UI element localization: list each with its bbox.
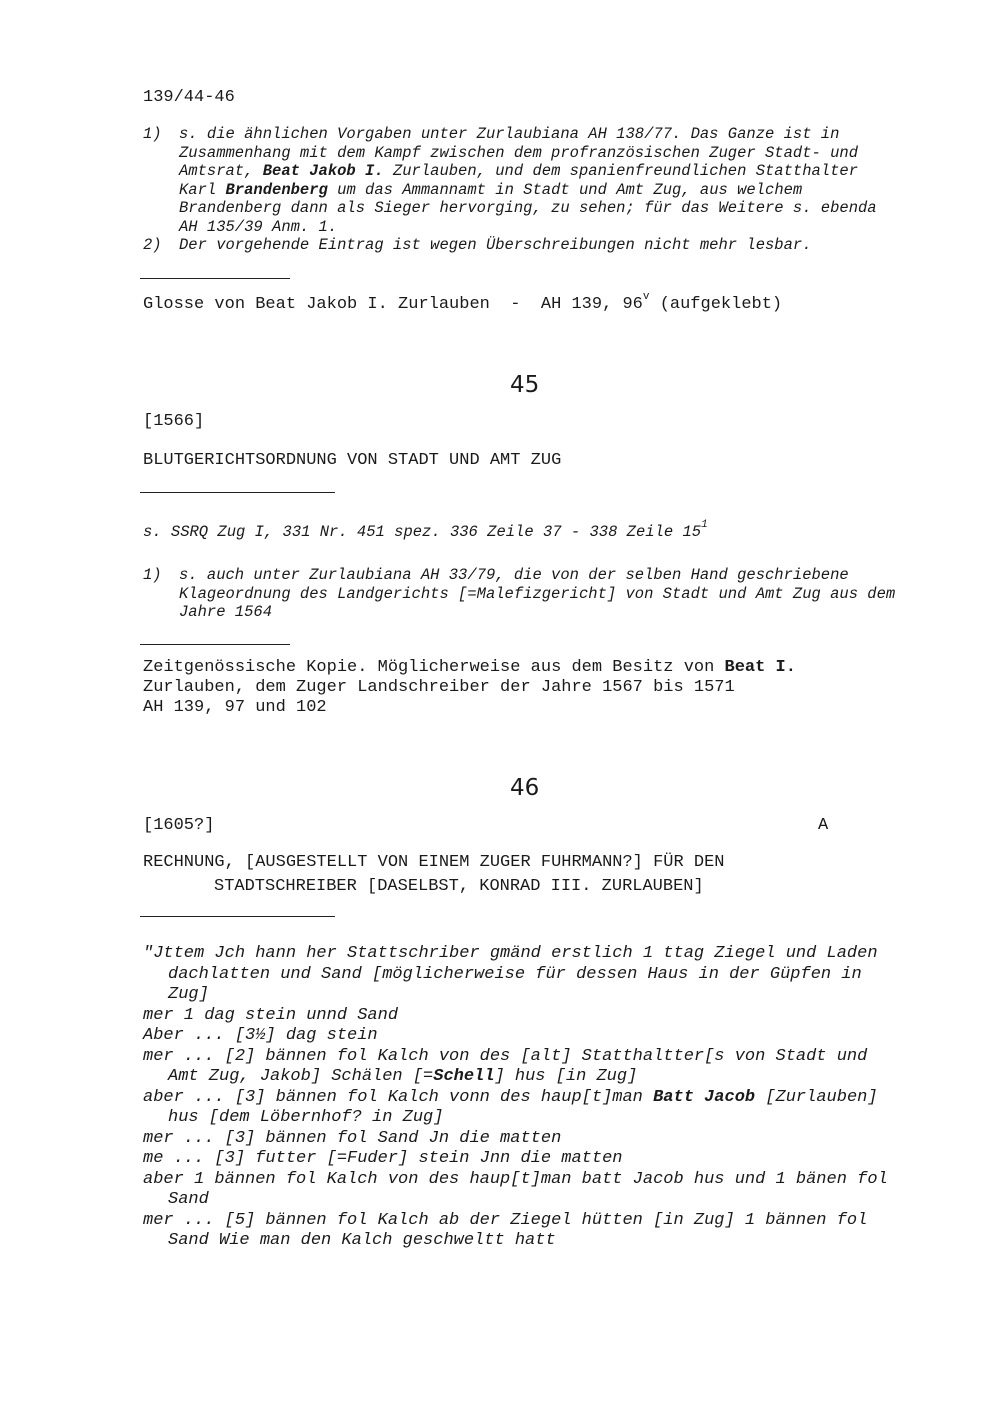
section-title-line-1: RECHNUNG, [AUSGESTELLT VON EINEM ZUGER FUHRMANN?] FÜR DEN <box>143 853 725 872</box>
section-number-46: 46 <box>510 775 540 801</box>
footnote-2 <box>143 236 903 255</box>
divider-rule <box>140 278 290 279</box>
section-title-line-2: STADTSCHREIBER [DASELBST, KONRAD III. ZURLAUBEN] <box>214 877 704 896</box>
person-name-batt-jacob: Batt Jacob <box>653 1087 756 1107</box>
glosse-line: Glosse von Beat Jakob I. Zurlauben - AH 139, 96$^v$ (aufgeklebt) <box>143 291 783 314</box>
footnote-number: 1) <box>143 566 162 584</box>
person-name-beat-jakob: Beat Jakob I. <box>262 162 384 180</box>
source-description: Zeitgenössische Kopie. Möglicherweise aus dem Besitz von Beat I. Zurlauben, dem Zuger Landschreiber der Jahre 1567 bis 1571 AH 139, 97 und 102 <box>143 658 796 717</box>
section-number-45: 45 <box>510 372 540 398</box>
page-reference: 139/44-46 <box>143 88 235 107</box>
transcription-line: mer ... [2] bännen fol Kalch von des [alt] Statthaltter[s von Stadt und Amt Zug, Jakob] Schälen [=Schell] hus [in Zug] <box>143 1046 868 1086</box>
section-date: [1605?] <box>143 816 215 835</box>
transcription-line: aber 1 bännen fol Kalch von des haup[t]man batt Jacob hus und 1 bänen fol Sand <box>143 1169 888 1209</box>
footnote-text: s. die ähnlichen Vorgaben unter Zurlaubiana AH 138/77. Das Ganze ist in Zusammenhang mit dem Kampf zwischen dem profranzösischen Zuger Stadt- und Amtsrat, Beat Jakob I. Zurlauben, und dem spanienfreundlichen Statthalter Karl Brandenberg um das Ammannamt in Stadt und Amt Zug, aus welchem Brandenberg dann als Sieger hervorging, zu sehen; für das Weitere s. ebenda AH 135/39 Anm. 1. <box>179 125 877 236</box>
footnote-1 <box>143 125 903 236</box>
footnote-text: s. auch unter Zurlaubiana AH 33/79, die von der selben Hand geschriebene Klageordnung des Landgerichts [=Malefizgericht] von Stadt und Amt Zug aus dem Jahre 1564 <box>179 566 896 621</box>
divider-rule <box>140 492 335 493</box>
footnote-number: 2) <box>143 236 162 254</box>
person-name-schell: Schell <box>433 1067 495 1086</box>
divider-rule <box>140 644 290 645</box>
person-name-brandenberg: Brandenberg <box>225 180 328 199</box>
divider-rule <box>140 916 335 917</box>
transcription-line: "Jttem Jch hann her Stattschriber gmänd erstlich 1 ttag Ziegel und Laden dachlatten und Sand [möglicherweise für dessen Haus in der Güpfen in Zug] <box>143 944 878 1004</box>
transcription-line: me ... [3] futter [=Fuder] stein Jnn die matten <box>143 1149 623 1168</box>
section-title: BLUTGERICHTSORDNUNG VON STADT UND AMT ZUG <box>143 451 562 470</box>
transcription-line: mer 1 dag stein unnd Sand <box>143 1005 399 1025</box>
section-letter: A <box>818 816 829 835</box>
footnotes-previous <box>143 125 903 255</box>
transcription-line: mer ... [5] bännen fol Kalch ab der Ziegel hütten [in Zug] 1 bännen fol Sand Wie man den Kalch geschweltt hatt <box>143 1210 868 1250</box>
section-reference: s. SSRQ Zug I, 331 Nr. 451 spez. 336 Zeile 37 - 338 Zeile $15^1$ <box>143 519 708 541</box>
transcription-line: Aber ... [3½] dag stein <box>143 1026 378 1045</box>
person-name-beat: Beat I. <box>724 658 796 677</box>
footnote-number: 1) <box>143 125 162 143</box>
transcription-block <box>143 944 895 1252</box>
section-date: [1566] <box>143 412 205 431</box>
footnote-text: Der vorgehende Eintrag ist wegen Überschreibungen nicht mehr lesbar. <box>179 236 812 254</box>
transcription-line: aber ... [3] bännen fol Kalch vonn des haup[t]man Batt Jacob [Zurlauben] hus [dem Löbernhof? in Zug] <box>143 1087 878 1127</box>
footnote-45 <box>143 566 908 622</box>
transcription-line: mer ... [3] bännen fol Sand Jn die matten <box>143 1128 562 1148</box>
